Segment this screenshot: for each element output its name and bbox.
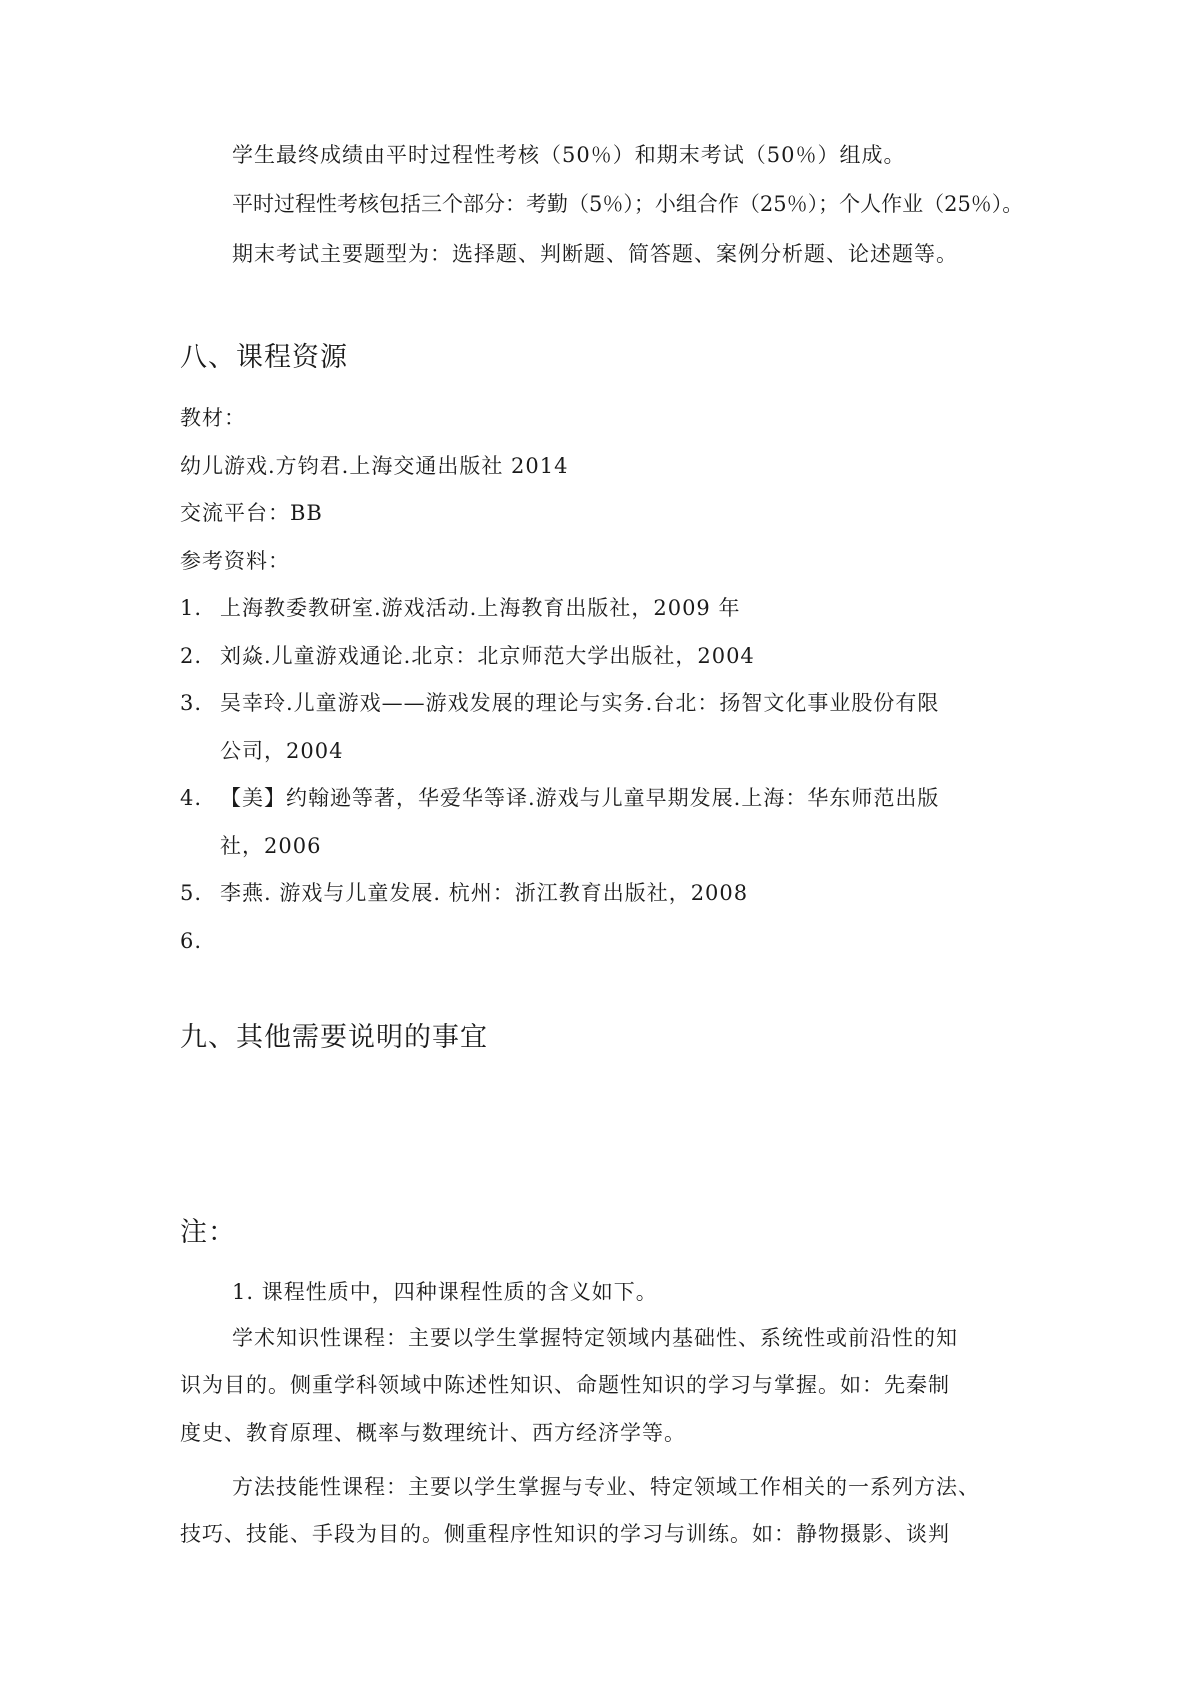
platform-entry: 交流平台：BB <box>180 501 323 525</box>
academic-course-paragraph: 学术知识性课程：主要以学生掌握特定领域内基础性、系统性或前沿性的知 <box>232 1326 958 1350</box>
section-9-title: 九、其他需要说明的事宜 <box>180 1022 488 1053</box>
reference-number: 4. <box>180 786 203 810</box>
reference-text-continuation: 社，2006 <box>220 834 322 858</box>
assessment-paragraph-3: 期末考试主要题型为：选择题、判断题、简答题、案例分析题、论述题等。 <box>232 242 958 266</box>
reference-number: 1. <box>180 596 203 620</box>
assessment-paragraph-1: 学生最终成绩由平时过程性考核（50％）和期末考试（50％）组成。 <box>232 143 906 167</box>
reference-text-continuation: 公司，2004 <box>220 739 344 763</box>
reference-number: 6. <box>180 929 203 953</box>
method-course-paragraph: 方法技能性课程：主要以学生掌握与专业、特定领域工作相关的一系列方法、 <box>232 1475 980 1499</box>
notes-item-1: 1. 课程性质中，四种课程性质的含义如下。 <box>232 1280 658 1304</box>
reference-text: 吴幸玲.儿童游戏——游戏发展的理论与实务.台北：扬智文化事业股份有限 <box>220 691 940 715</box>
reference-item <box>180 878 748 908</box>
reference-text: 【美】约翰逊等著，华爱华等译.游戏与儿童早期发展.上海：华东师范出版 <box>220 786 940 810</box>
textbook-entry: 幼儿游戏.方钧君.上海交通出版社 2014 <box>180 454 569 478</box>
references-label: 参考资料： <box>180 549 290 573</box>
notes-title: 注： <box>180 1217 236 1248</box>
reference-number: 3. <box>180 691 203 715</box>
reference-item <box>180 688 939 718</box>
academic-course-paragraph: 度史、教育原理、概率与数理统计、西方经济学等。 <box>180 1421 686 1445</box>
assessment-paragraph-2: 平时过程性考核包括三个部分：考勤（5％）；小组合作（25％）；个人作业（25％）。 <box>232 192 1024 216</box>
reference-item <box>180 641 755 671</box>
reference-text: 刘焱.儿童游戏通论.北京：北京师范大学出版社，2004 <box>220 644 755 668</box>
reference-item <box>180 593 740 623</box>
reference-item <box>180 926 220 956</box>
reference-text: 李燕. 游戏与儿童发展. 杭州：浙江教育出版社，2008 <box>220 881 749 905</box>
academic-course-paragraph: 识为目的。侧重学科领域中陈述性知识、命题性知识的学习与掌握。如：先秦制 <box>180 1373 950 1397</box>
reference-number: 2. <box>180 644 203 668</box>
reference-number: 5. <box>180 881 203 905</box>
reference-text: 上海教委教研室.游戏活动.上海教育出版社，2009 年 <box>220 596 741 620</box>
section-8-title: 八、课程资源 <box>180 342 348 373</box>
textbook-label: 教材： <box>180 406 246 430</box>
method-course-paragraph: 技巧、技能、手段为目的。侧重程序性知识的学习与训练。如：静物摄影、谈判 <box>180 1522 950 1546</box>
reference-item <box>180 783 939 813</box>
